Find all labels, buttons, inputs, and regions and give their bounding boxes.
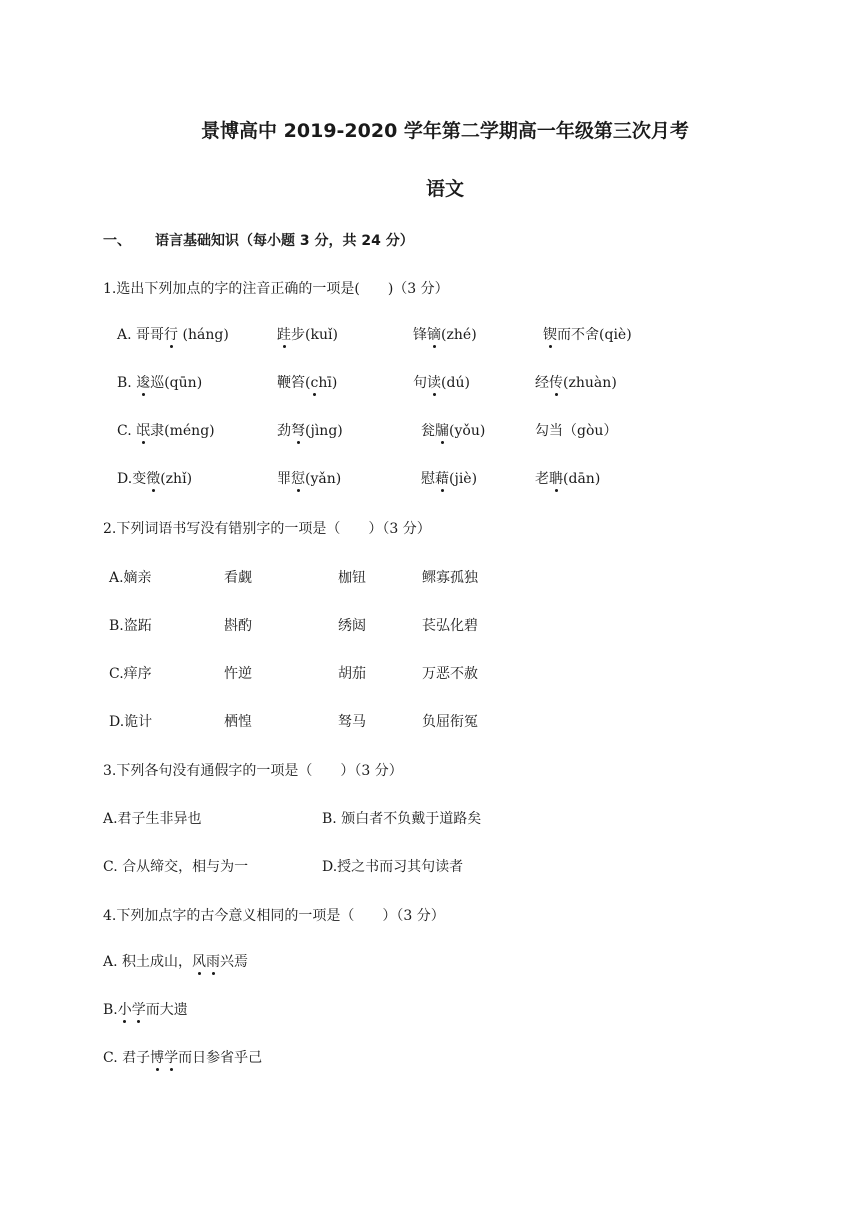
q2-option-c-item-4: 万恶不赦 — [422, 666, 478, 682]
emphasis-dot-char: 牖 — [435, 423, 449, 439]
emphasis-dot-char: 藉 — [435, 471, 449, 487]
question-3-stem: 3.下列各句没有通假字的一项是（ ）（3 分） — [103, 763, 403, 779]
q2-option-b-item-4: 苌弘化碧 — [422, 618, 478, 634]
emphasis-dot-char: 徵 — [146, 471, 161, 487]
q1-option-d-item-3: 慰藉(jiè) — [421, 471, 478, 487]
emphasis-dot-char: 传 — [549, 375, 563, 391]
emphasis-dot-char: 跬 — [277, 327, 291, 343]
emphasis-dot-char: c — [310, 375, 319, 391]
q4-option-a: A. 积土成山，风雨兴焉 — [103, 954, 249, 970]
q1-option-b-item-2: 鞭笞(chī) — [277, 375, 338, 391]
q3-option-c: C. 合从缔交，相与为一 — [103, 859, 249, 875]
emphasis-dot-char: 聃 — [549, 471, 563, 487]
question-4-stem: 4.下列加点字的古今意义相同的一项是（ ）（3 分） — [103, 908, 445, 924]
section-number: 一、 — [103, 233, 131, 249]
q1-option-c-item-3: 瓮牖(yǒu) — [421, 423, 486, 439]
question-1-stem: 1.选出下列加点的字的注音正确的一项是( )（3 分） — [103, 281, 449, 297]
section-heading — [103, 230, 414, 250]
emphasis-dot-char: 逡 — [136, 375, 151, 391]
q2-option-b-item-2: 斟酌 — [224, 618, 252, 634]
q4-option-c: C. 君子博学而日参省乎己 — [103, 1050, 263, 1066]
q2-option-c-item-1: C.痒序 — [109, 666, 152, 682]
q2-option-d-item-3: 驽马 — [338, 714, 366, 730]
q2-option-a-item-1: A.嫡亲 — [109, 570, 152, 586]
q2-option-a-item-3: 枷钮 — [338, 570, 366, 586]
q1-option-a-item-1: A. 哥哥行 (háng) — [117, 327, 229, 343]
q3-option-b: B. 颁白者不负戴于道路矣 — [322, 811, 482, 827]
q2-option-d-item-4: 负屈衔冤 — [422, 714, 478, 730]
question-2-stem: 2.下列词语书写没有错别字的一项是（ ）（3 分） — [103, 521, 431, 537]
q4-option-b: B.小学而大遗 — [103, 1002, 188, 1018]
q3-option-a: A.君子生非异也 — [103, 811, 202, 827]
emphasis-dot-char: 风 — [192, 954, 207, 970]
exam-title: 景博高中 2019-2020 学年第二学期高一年级第三次月考 — [201, 120, 689, 142]
q1-option-a-item-2: 跬步(kuǐ) — [277, 327, 338, 343]
q2-option-b-item-1: B.盗跖 — [109, 618, 152, 634]
q1-option-d-item-1: D.变徵(zhǐ) — [117, 471, 193, 487]
q1-option-b-item-1: B. 逡巡(qūn) — [117, 375, 203, 391]
q2-option-d-item-1: D.诡计 — [109, 714, 153, 730]
emphasis-dot-char: 小 — [117, 1002, 132, 1018]
q1-option-d-item-2: 罪愆(yǎn) — [277, 471, 342, 487]
q1-option-a-item-3: 锋镝(zhé) — [413, 327, 477, 343]
emphasis-dot-char: 雨 — [206, 954, 221, 970]
q2-option-a-item-4: 鳏寡孤独 — [422, 570, 478, 586]
emphasis-dot-char: 镝 — [427, 327, 441, 343]
emphasis-dot-char: 学 — [164, 1050, 179, 1066]
q3-option-d: D.授之书而习其句读者 — [322, 859, 464, 875]
q2-option-c-item-3: 胡茄 — [338, 666, 366, 682]
q1-option-b-item-4: 经传(zhuàn) — [535, 375, 617, 391]
emphasis-dot-char: 博 — [150, 1050, 165, 1066]
q2-option-d-item-2: 栖惶 — [224, 714, 252, 730]
section-title: 语言基础知识（每小题 3 分，共 24 分） — [155, 233, 414, 249]
q1-option-d-item-4: 老聃(dān) — [535, 471, 601, 487]
emphasis-dot-char: 氓 — [136, 423, 151, 439]
q2-option-c-item-2: 忤逆 — [224, 666, 252, 682]
exam-subject: 语文 — [425, 178, 464, 200]
emphasis-dot-char: 行 — [164, 327, 179, 343]
emphasis-dot-char: 弩 — [291, 423, 305, 439]
q1-option-c-item-1: C. 氓隶(méng) — [117, 423, 215, 439]
q1-option-b-item-3: 句读(dú) — [413, 375, 470, 391]
q2-option-b-item-3: 绣闼 — [338, 618, 366, 634]
emphasis-dot-char: 读 — [427, 375, 441, 391]
emphasis-dot-char: 锲 — [543, 327, 557, 343]
q2-option-a-item-2: 看觑 — [224, 570, 252, 586]
q1-option-c-item-4: 勾当（gòu） — [535, 423, 618, 439]
q1-option-c-item-2: 劲弩(jìng) — [277, 423, 343, 439]
q1-option-a-item-4: 锲而不舍(qiè) — [543, 327, 632, 343]
emphasis-dot-char: 学 — [131, 1002, 146, 1018]
emphasis-dot-char: 愆 — [291, 471, 305, 487]
